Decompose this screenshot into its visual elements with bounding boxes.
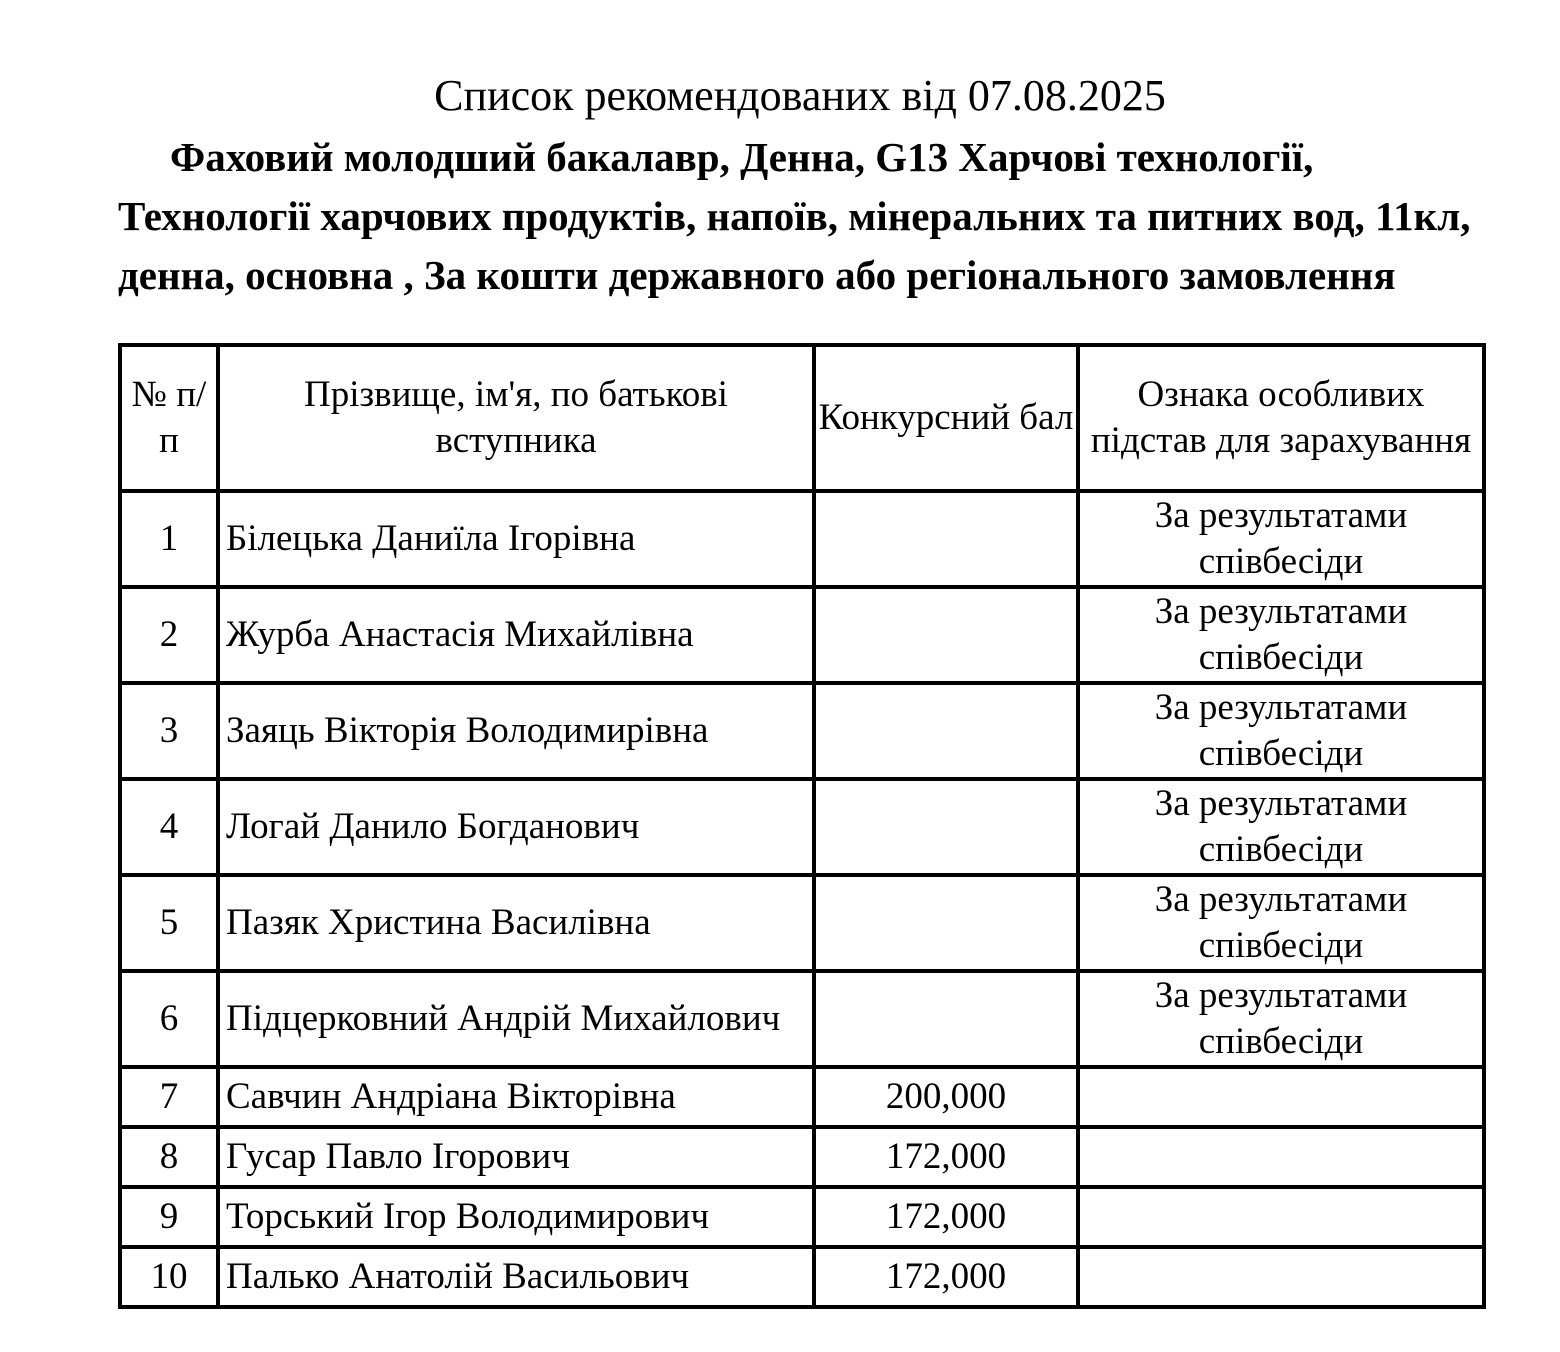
row-note: За результатами співбесіди (1078, 779, 1484, 875)
table-row (120, 1187, 1484, 1247)
table-row (120, 1247, 1484, 1307)
row-note: За результатами співбесіди (1078, 683, 1484, 779)
row-score: 200,000 (814, 1067, 1078, 1127)
table-row (120, 875, 1484, 971)
row-num: 4 (120, 779, 218, 875)
row-note: За результатами співбесіди (1078, 971, 1484, 1067)
row-name: Логай Данило Богданович (218, 779, 814, 875)
row-name: Заяць Вікторія Володимирівна (218, 683, 814, 779)
row-note: За результатами співбесіди (1078, 587, 1484, 683)
row-note: За результатами співбесіди (1078, 875, 1484, 971)
row-num: 9 (120, 1187, 218, 1247)
row-num: 10 (120, 1247, 218, 1307)
table-row (120, 1127, 1484, 1187)
row-name: Підцерковний Андрій Михайлович (218, 971, 814, 1067)
header-score: Конкурсний бал (814, 345, 1078, 491)
table-row (120, 683, 1484, 779)
row-num: 1 (120, 491, 218, 587)
table-row (120, 587, 1484, 683)
row-num: 7 (120, 1067, 218, 1127)
row-note: За результатами співбесіди (1078, 491, 1484, 587)
row-num: 5 (120, 875, 218, 971)
row-name: Білецька Даниїла Ігорівна (218, 491, 814, 587)
row-score (814, 971, 1078, 1067)
row-score (814, 779, 1078, 875)
document-subtitle: Фаховий молодший бакалавр, Денна, G13 Харчові технології, Технології харчових продуктів, напоїв, мінеральних та питних вод, 11кл, денна, основна , За кошти державного або регіонального замовлення (118, 134, 1471, 298)
row-name: Пазяк Христина Василівна (218, 875, 814, 971)
row-score: 172,000 (814, 1127, 1078, 1187)
table-header-row (120, 345, 1484, 491)
table-row (120, 491, 1484, 587)
table-row (120, 971, 1484, 1067)
row-name: Журба Анастасія Михайлівна (218, 587, 814, 683)
row-num: 3 (120, 683, 218, 779)
row-score: 172,000 (814, 1247, 1078, 1307)
row-score (814, 491, 1078, 587)
row-name: Гусар Павло Ігорович (218, 1127, 814, 1187)
row-note (1078, 1187, 1484, 1247)
row-note (1078, 1247, 1484, 1307)
row-num: 2 (120, 587, 218, 683)
header-num: № п/п (120, 345, 218, 491)
table-row (120, 1067, 1484, 1127)
applicants-table (118, 343, 1486, 1309)
row-score: 172,000 (814, 1187, 1078, 1247)
row-note (1078, 1127, 1484, 1187)
row-score (814, 875, 1078, 971)
row-score (814, 683, 1078, 779)
row-note (1078, 1067, 1484, 1127)
row-num: 6 (120, 971, 218, 1067)
row-num: 8 (120, 1127, 218, 1187)
row-name: Савчин Андріана Вікторівна (218, 1067, 814, 1127)
header-note: Ознака особливих підстав для зарахування (1078, 345, 1484, 491)
row-name: Палько Анатолій Васильович (218, 1247, 814, 1307)
row-score (814, 587, 1078, 683)
document-title: Список рекомендованих від 07.08.2025 (434, 71, 1166, 120)
table-row (120, 779, 1484, 875)
row-name: Торський Ігор Володимирович (218, 1187, 814, 1247)
header-name: Прізвище, ім'я, по батькові вступника (218, 345, 814, 491)
